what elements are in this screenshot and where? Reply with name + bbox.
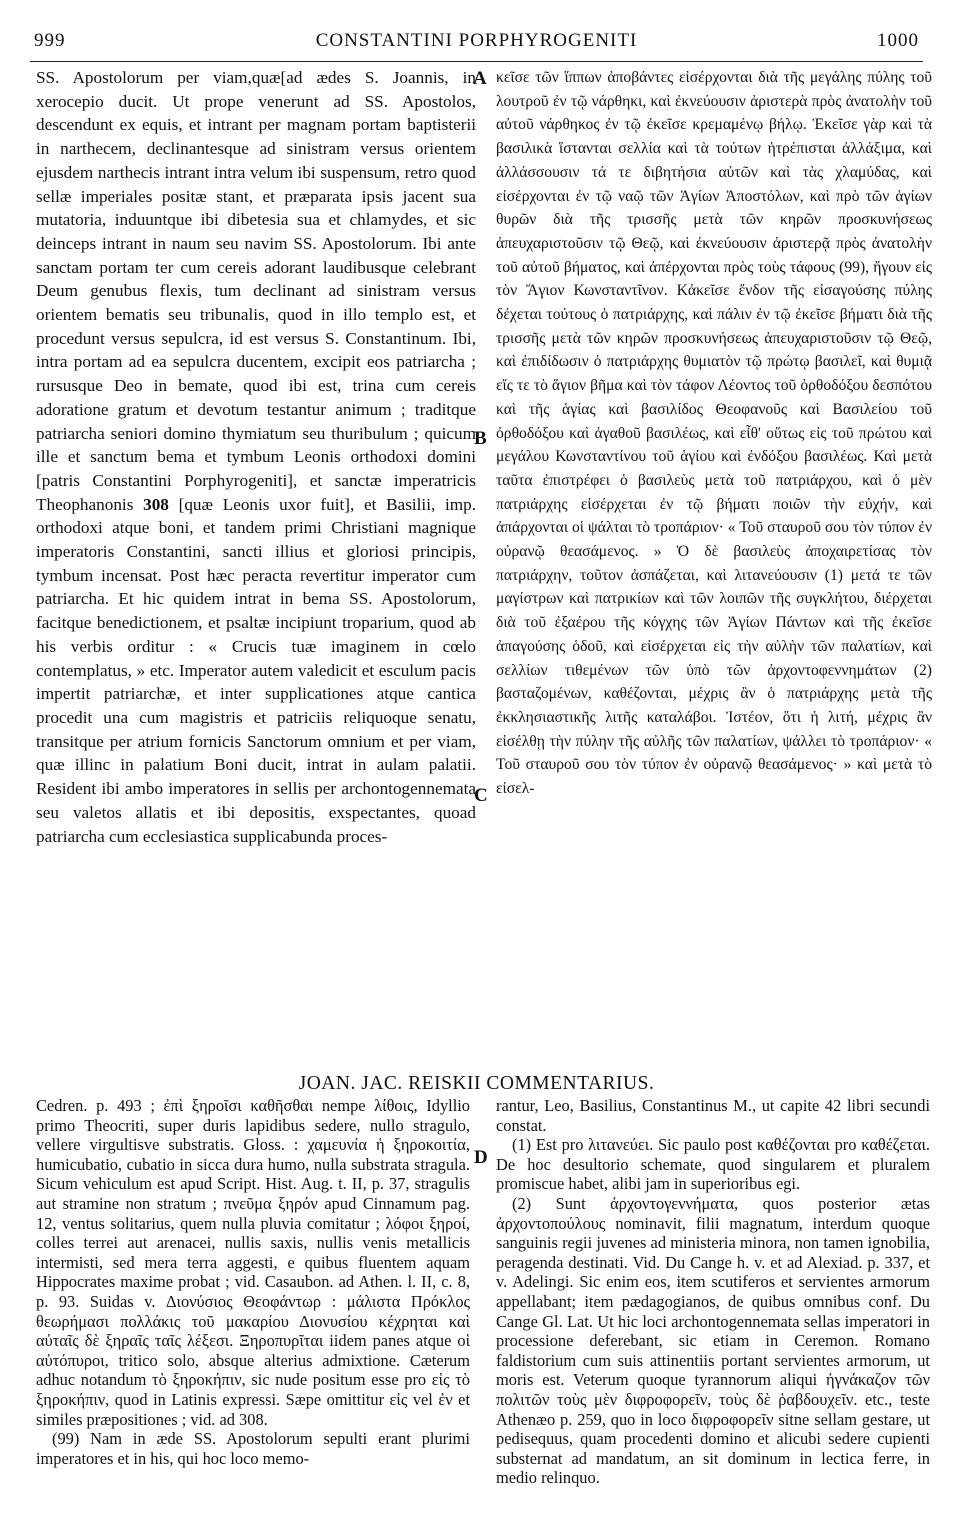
- margin-marker-b: B: [474, 428, 487, 449]
- note-paragraph: (2) Sunt ἀρχοντογεννήματα, quos posterior ætas ἀρχοντοπούλους nominavit, filii magnatum, interdum quoque sanguinis regii juvenes ad ministeria minora, non tamen ignobilia, peragenda destinati. Vid. Du Cange h. v. et ad Alexiad. p. 337, et v. Adelingi. Sic enim eos, item scutiferos et servientes armorum appellabant; item pædagogianos, de quibus omnibus conf. Du Cange Gl. Lat. Ut hic loci archontogennemata sellas imperatori in processione deferebant, sic etiam in Ceremon. Romano faldistorium cum suis attinentiis portant servientes armorum, ut moris est. Veterum quoque tyrannorum aliqui ἠγνάκαζον τῶν πολιτῶν τοὺς μὲν διφροφορεῖν, τοὺς δὲ ῥαβδουχεῖν. etc., teste Athenæo p. 259, quo in loco διφροφορεῖν sitne sellam gestare, ut pedisequus, quam procedenti domino et alicubi sedere cupienti substernat ad mandatum, an sit dominum in lectica ferre, in medio relinquo.: [496, 1193, 930, 1488]
- section-number: 308: [143, 494, 169, 514]
- notes-right-column: [496, 1096, 930, 1488]
- note-paragraph: (1) Est pro λιτανεύει. Sic paulo post καθέζονται pro καθέζεται. De hoc desultorio schemate, quod singularem et pluralem promiscue habet, alibi jam in superioribus egi.: [496, 1135, 930, 1194]
- header-rule: [30, 61, 923, 62]
- margin-marker-a: A: [473, 68, 487, 89]
- note-paragraph: rantur, Leo, Basilius, Constantinus M., ut capite 42 libri secundi constat.: [496, 1096, 930, 1135]
- margin-marker-d: D: [474, 1147, 488, 1168]
- margin-marker-c: C: [474, 785, 488, 806]
- latin-paragraph: [36, 66, 476, 848]
- greek-text: κεῖσε τῶν ἵππων ἀποβάντες εἰσέρχονται διὰ τῆς μεγάλης πύλης τοῦ λουτροῦ ἐν τῷ νάρθηκι, καὶ ἐκνεύουσιν ἀριστερὰ πρὸς ἀνατολὴν τοῦ αὐτοῦ νάρθηκος ἐν τῷ ἐκεῖσε κρεμαμένῳ βήλῳ. Ἐκεῖσε γὰρ καὶ τὰ βασιλικὰ ἵστανται σελλία καὶ τὰ τούτων ἡτρέπισται ἀλλάξιμα, καὶ ἀλλάσσουσιν τά τε διβητήσια αὐτῶν καὶ τὰς χλαμύδας, καὶ εἰσέρχονται ἐν τῷ ναῷ τῶν Ἁγίων Ἀποστόλων, καὶ πρὸ τῶν ἁγίων θυρῶν διὰ τῆς τρισσῆς μετὰ τῶν κηρῶν προσκυνήσεως ἀπευχαριστοῦσιν τῷ Θεῷ, καὶ ἐκνεύουσιν ἀριστερᾷ πρὸς ἀνατολὴν τοῦ αὐτοῦ βήματος, καὶ ἀπέρχονται πρὸς τοὺς τάφους (99), ἤγουν εἰς τὸν Ἅγιον Κωνσταντῖνον. Κἀκεῖσε ἔνδον τῆς εἰσαγούσης πύλης δέχεται τούτους ὁ πατριάρχης, καὶ πάλιν ἐν τῷ ἐκεῖσε βήματι διὰ τῆς τρισσῆς μετὰ τῶν κηρῶν προσκυνήσεως ἀπευχαριστοῦσιν τῷ Θεῷ, καὶ ἐπιδίδωσιν ὁ πατριάρχης θυμιατὸν τῷ πρώτῳ βασιλεῖ, καὶ θυμιᾷ εἴς τε τὸ ἅγιον βῆμα καὶ τὸν τάφον Λέοντος τοῦ ὀρθοδόξου δεσπότου καὶ τῆς ἁγίας καὶ βασιλίδος Θεοφανοῦς καὶ Βασιλείου τοῦ ὀρθοδόξου καὶ ἀγαθοῦ βασιλέως, καὶ εἶθ' οὕτως εἰς τοῦ πρώτου καὶ μεγάλου Κωνσταντίνου τοῦ ἁγίου καὶ ἐνδόξου βασιλέως. Καὶ μετὰ ταῦτα ἐπιστρέφει ὁ βασιλεὺς μετὰ τοῦ πατριάρχου, καὶ ὁ μὲν πατριάρχης εἰσέρχεται ἐν τῷ βήματι ποιῶν τὴν εὐχήν, καὶ ἀπάρχονται οἱ ψάλται τὸ τροπάριον· « Τοῦ σταυροῦ σου τὸν τύπον ἐν οὐρανῷ θεασάμενος. » Ὁ δὲ βασιλεὺς ἀποχαιρετίσας τὸν πατριάρχην, τοῦτον ἀσπάζεται, καὶ λιτανεύουσιν (1) μετά τε τῶν μαγίστρων καὶ πατρικίων καὶ τῶν λοιπῶν τῆς συγκλήτου, διέρχεται διὰ τοῦ ἐξαέρου τῆς κόγχης τῶν Ἁγίων Πάντων καὶ τῆς ἐκεῖσε ἀπαγούσης ὁδοῦ, καὶ εἰσέρχεται εἰς τὴν αὐλὴν τῶν παλατίων, καὶ σελλίων τιθεμένων τῶν ὑπὸ τῶν ἀρχοντοφεννημάτων (2) βασταζομένων, καθέζονται, μέχρις ἂν ὁ πατριάρχης μετὰ τῆς ἐκκλησιαστικῆς λιτῆς καταλάβοι. Ἰστέον, ὅτι ἡ λιτή, μέχρις ἂν εἰσέλθῃ τὴν πύλην τῆς αὐλῆς τῶν παλατίων, ψάλλει τὸ τροπάριον· « Τοῦ σταυροῦ σου τὸν τύπον ἐν οὐρανῷ θεασάμενος· » καὶ μετὰ τὸ εἰσελ-: [496, 69, 932, 798]
- running-title: CONSTANTINI PORPHYROGENITI: [315, 30, 638, 51]
- commentary-heading: JOAN. JAC. REISKII COMMENTARIUS.: [298, 1073, 655, 1094]
- page-number-left: 999: [34, 30, 66, 51]
- latin-column: [36, 66, 476, 848]
- notes-left-column: [36, 1096, 470, 1468]
- note-paragraph: (99) Nam in æde SS. Apostolorum sepulti erant plurimi imperatores et in his, qui hoc loco memo-: [36, 1429, 470, 1468]
- running-head: [30, 30, 923, 56]
- note-paragraph: Cedren. p. 493 ; ἐπὶ ξηροῖσι καθῆσθαι nempe λίθοις, Idyllio primo Theocriti, super duris lapidibus sedere, nullo stragulo, vellere virgultisve substratis. Gloss. : χαμευνία ἡ ξηροκοιτία, humicubatio, cubatio in sicca dura humo, nulla substrata stragula. Sicum vehiculum est apud Script. Hist. Aug. t. II, p. 37, stragulis aut stramine non stratum ; πνεῦμα ξηρόν apud Cinnamum pag. 12, ventus solitarius, quem nulla pluvia comitatur ; λόφοι ξηροί, colles terrei aut arenacei, nullis saxis, nullis venis metallicis intermisti, sed mera terra aggesti, e quibus fluentem aquam Hippocrates maxime probat ; vid. Casaubon. ad Athen. l. II, c. 8, p. 93. Suidas v. Διονύσιος Θεοφάντωρ : μάλιστα Πρόκλος θεωρήμασι πολλάκις τοῦ μακαρίου Διονυσίου κέχρηται καὶ αὐταῖς δὲ ξηραῖς ταῖς λέξεσι. Ξηροπυρῖται iidem panes atque οἱ αὐτόπυροι, tritico solo, absque alterius admixtione. Cæterum adhuc notandum τὸ ξηροκήπιν, sic nude positum esse pro εἰς τὸ ξηροκήπιν, quod in Latinis expressi. Sæpe omittitur εἰς vel ἐν et similes præpositiones ; vid. ad 308.: [36, 1096, 470, 1429]
- page-number-right: 1000: [877, 30, 919, 51]
- latin-text: SS. Apostolorum per viam,quæ[ad ædes S. Joannis, in xerocepio ducit. Ut prope venerunt ad SS. Apostolos, descendunt ex equis, et intrant per magnam portam baptisterii in narthecem, declinantesque ad sinistram versus orientem ejusdem narthecis intrant intra velum ibi suspensum, retro quod sellæ imperiales positæ stant, et præparata ipsis jacent sua mutatoria, induuntque ibi dibetesia sua et chlamydes, et sic deinceps intrant in naum seu navim SS. Apostolorum. Ibi ante sanctam portam ter cum cereis adorant laudibusque celebrant Deum genubus flexis, tum declinant ad sinistram versus orientem bematis seu tribunalis, quod in illo templo est, et procedunt versus sepulcra, id est versus S. Constantinum. Ibi, intra portam ad ea sepulcra ducentem, excipit eos patriarcha ; rursusque Deo in bemate, quod ibi est, trina cum cereis adoratione gratum et devotum testantur animum ; traditque patriarcha seniori domino thymiatum seu thuribulum ; quicum ille et sanctum bema et tymbum Leonis orthodoxi domini [patris Constantini Porphyrogeniti], et sanctæ imperatricis Theophanonis: [36, 68, 476, 514]
- latin-text-continued: [quæ Leonis uxor fuit], et Basilii, imp. orthodoxi atque boni, et tandem primi Christiani magnique imperatoris Constantini, sancti illius et gloriosi principis, tymbum incensat. Post hæc peracta revertitur imperator cum patriarcha. Et hic quidem intrat in bema SS. Apostolorum, facitque benedictionem, et psaltæ incipiunt troparium, quod ab his verbis orditur : « Crucis tuæ imaginem in cœlo contemplatus, » etc. Imperator autem valedicit et esculum pacis impertit patriarchæ, et inter supplicationes atque cantica procedit una cum magistris et patriciis reliquoque senatu, transitque per atrium fornicis Sanctorum omnium et per viam, quæ illinc in palatium Boni ducit, intrat in aulam palatii. Resident ibi ambo imperatores in sellis per archontogennemata seu valetos allatis et ibi depositis, exspectantes, quoad patriarcha cum ecclesiastica supplicabunda proces-: [36, 494, 477, 846]
- greek-column: [496, 66, 932, 801]
